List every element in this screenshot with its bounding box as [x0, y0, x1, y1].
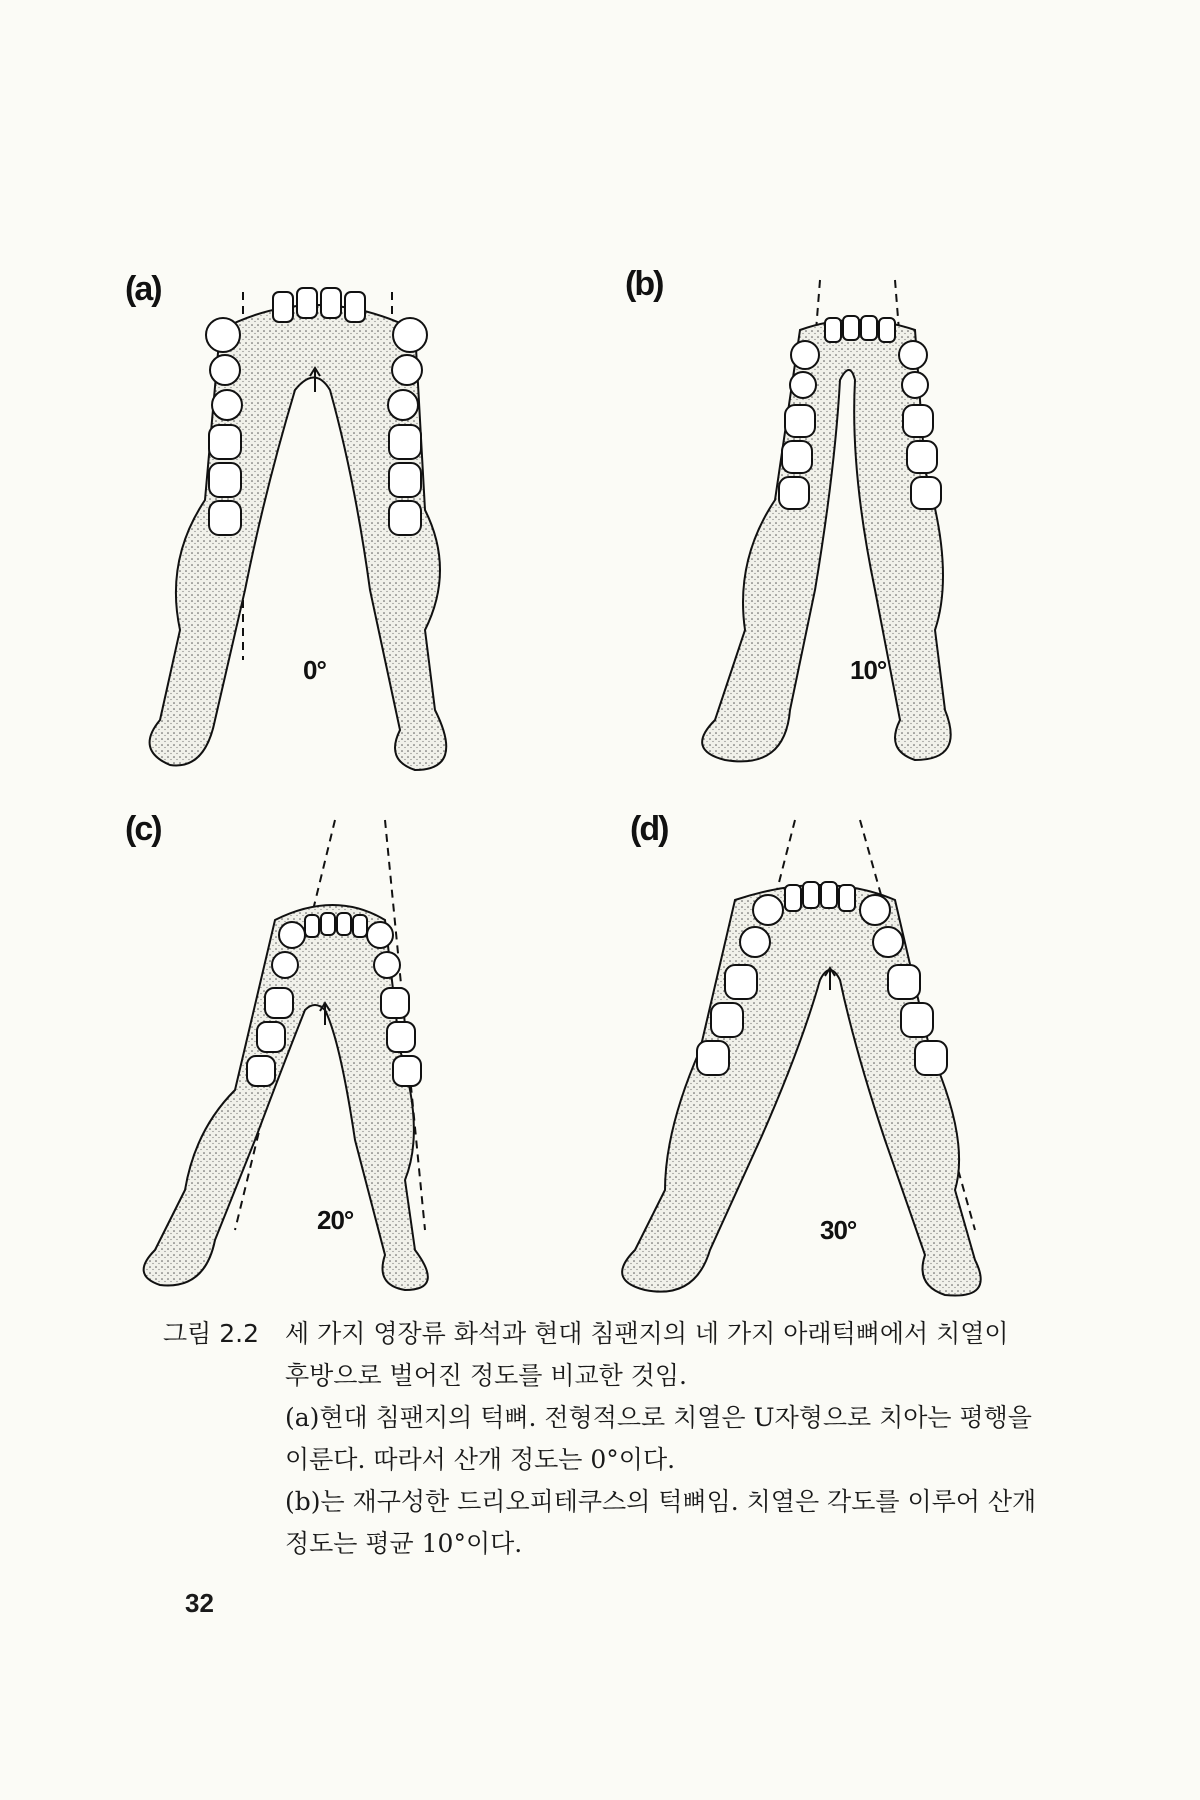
page-number: 32 — [185, 1588, 214, 1618]
figure-panel-a — [125, 270, 505, 790]
jaw-illustration-a — [125, 270, 505, 790]
angle-label-d: 30° — [820, 1215, 857, 1245]
caption-line: (b)는 재구성한 드리오피테쿠스의 턱뼈임. 치열은 각도를 이루어 산개 — [285, 1487, 1037, 1516]
figure-number: 그림 2.2 — [163, 1319, 260, 1348]
figure-panel-c — [125, 810, 545, 1310]
angle-label-a: 0° — [303, 655, 326, 685]
panel-label-b: (b) — [625, 265, 663, 303]
panel-label-c: (c) — [125, 810, 161, 848]
angle-label-b: 10° — [850, 655, 887, 685]
angle-label-c: 20° — [317, 1205, 354, 1235]
caption-text — [285, 1313, 1045, 1565]
caption-line: (a)현대 침팬지의 턱뼈. 전형적으로 치열은 U자형으로 치아는 평행을 — [285, 1403, 1032, 1432]
panel-label-a: (a) — [125, 270, 161, 308]
figure-panel-b — [625, 265, 1045, 790]
caption-line: 이룬다. 따라서 산개 정도는 0°이다. — [285, 1445, 676, 1474]
panel-label-d: (d) — [630, 810, 668, 848]
figure-panel-d — [585, 810, 1055, 1310]
caption-line: 세 가지 영장류 화석과 현대 침팬지의 네 가지 아래턱뼈에서 치열이 — [285, 1319, 1009, 1348]
caption-line: 후방으로 벌어진 정도를 비교한 것임. — [285, 1361, 687, 1390]
caption-line: 정도는 평균 10°이다. — [285, 1529, 523, 1558]
jaw-illustration-b — [625, 270, 1045, 790]
